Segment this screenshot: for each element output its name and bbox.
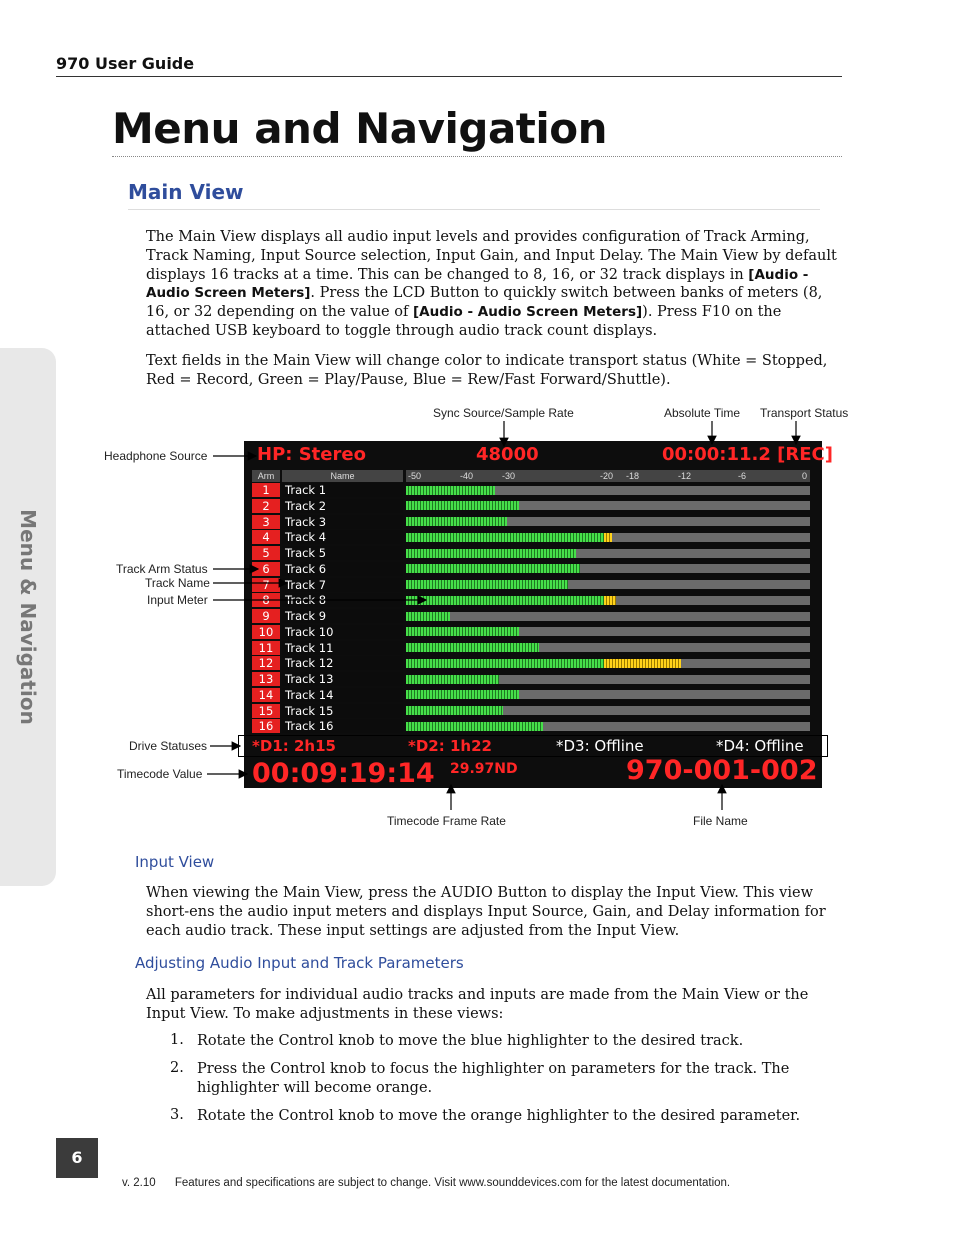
callout-track-arm-status: Track Arm Status	[116, 562, 208, 576]
track-name[interactable]: Track 8	[282, 593, 403, 607]
track-arm-status[interactable]: 7	[252, 578, 280, 592]
track-name[interactable]: Track 7	[282, 578, 403, 592]
step-2-number: 2.	[170, 1060, 184, 1076]
drive-4-status: *D4: Offline	[716, 737, 804, 755]
page-title: Menu and Navigation	[112, 104, 608, 153]
track-name[interactable]: Track 15	[282, 704, 403, 718]
step-3-text: Rotate the Control knob to move the orange highlighter to the desired parameter.	[197, 1108, 801, 1124]
adjusting-text: All parameters for individual audio tracks and inputs are made from the Main View or the Input View. To make adjustments in these views:	[146, 987, 809, 1022]
callout-timecode-frame-rate: Timecode Frame Rate	[387, 814, 506, 828]
track-arm-status[interactable]: 4	[252, 530, 280, 544]
callout-sync-source: Sync Source/Sample Rate	[433, 406, 574, 420]
absolute-time-value: 00:00:11.2 [REC]	[662, 444, 833, 465]
headphone-source-value: HP: Stereo	[257, 444, 366, 465]
callout-input-meter: Input Meter	[147, 593, 208, 607]
track-name[interactable]: Track 11	[282, 641, 403, 655]
main-view-paragraph-2: Text fields in the Main View will change color to indicate transport status (White = Stopped, Red = Record, Green = Play/Pause, Blue = Rew/Fast Forward/Shuttle).	[146, 353, 828, 388]
footer-version: v. 2.10	[122, 1177, 156, 1189]
track-arm-status[interactable]: 13	[252, 672, 280, 686]
para-text: The Main View displays all audio input levels and provides configuration of Track Arming, Track Naming, Input Source selection, Input Gain, and Input Delay. The Main View by default displays 16 tracks at a time. This can be changed to 8, 16, or 32 track displays in	[146, 229, 837, 283]
step-1-number: 1.	[170, 1032, 184, 1048]
track-name[interactable]: Track 5	[282, 546, 403, 560]
track-arm-status[interactable]: 16	[252, 719, 280, 733]
page-number: 6	[56, 1138, 98, 1178]
column-header-arm: Arm	[252, 470, 280, 482]
menu-path: [Audio - Audio Screen Meters]	[146, 266, 809, 302]
meter-scale-label: -20	[600, 471, 614, 481]
drive-3-status: *D3: Offline	[556, 737, 644, 755]
callout-headphone-source: Headphone Source	[104, 449, 208, 463]
step-3-number: 3.	[170, 1107, 184, 1123]
input-view-title: Input View	[135, 853, 215, 871]
track-name[interactable]: Track 13	[282, 672, 403, 686]
step-2-text: Press the Control knob to focus the highlighter on parameters for the track. The highlighter will become orange.	[197, 1061, 790, 1096]
track-name[interactable]: Track 14	[282, 688, 403, 702]
track-arm-status[interactable]: 11	[252, 641, 280, 655]
track-arm-status[interactable]: 8	[252, 593, 280, 607]
side-tab-label: Menu & Navigation	[16, 509, 40, 725]
track-name[interactable]: Track 12	[282, 656, 403, 670]
meter-scale-label: -50	[408, 471, 422, 481]
track-name[interactable]: Track 4	[282, 530, 403, 544]
meter-scale-label: -30	[502, 471, 516, 481]
callout-drive-statuses: Drive Statuses	[129, 739, 208, 753]
timecode-frame-rate: 29.97ND	[450, 761, 518, 777]
meter-scale-label: -6	[738, 471, 747, 481]
callout-timecode-value: Timecode Value	[117, 767, 203, 781]
track-arm-status[interactable]: 15	[252, 704, 280, 718]
timecode-value: 00:09:19:14	[252, 758, 435, 789]
track-arm-status[interactable]: 14	[252, 688, 280, 702]
track-arm-status[interactable]: 10	[252, 625, 280, 639]
callout-transport-status: Transport Status	[760, 406, 849, 420]
meter-scale-label: -18	[626, 471, 640, 481]
meter-scale-label: -40	[460, 471, 474, 481]
drive-1-status: *D1: 2h15	[252, 737, 336, 755]
track-name[interactable]: Track 10	[282, 625, 403, 639]
callout-file-name: File Name	[693, 814, 748, 828]
meter-scale-label: 0	[802, 471, 808, 481]
para-text: ). Press F10 on the attached USB keyboard to toggle through audio track count displays.	[146, 304, 782, 339]
track-arm-status[interactable]: 9	[252, 609, 280, 623]
sample-rate-value: 48000	[476, 444, 539, 465]
footer-notice	[122, 1177, 730, 1189]
track-name[interactable]: Track 2	[282, 499, 403, 513]
step-1-text: Rotate the Control knob to move the blue highlighter to the desired track.	[197, 1033, 744, 1049]
callout-absolute-time: Absolute Time	[664, 406, 741, 420]
track-arm-status[interactable]: 12	[252, 656, 280, 670]
track-name[interactable]: Track 3	[282, 515, 403, 529]
track-arm-status[interactable]: 2	[252, 499, 280, 513]
para-text: . Press the LCD Button to quickly switch between banks of meters (8, 16, or 32 depending on the value of	[146, 285, 823, 321]
footer-text: Features and specifications are subject to change. Visit www.sounddevices.com for the latest documentation.	[174, 1177, 731, 1189]
adjusting-title: Adjusting Audio Input and Track Parameters	[135, 954, 464, 972]
column-header-name: Name	[282, 470, 403, 482]
track-name[interactable]: Track 9	[282, 609, 403, 623]
running-title: 970 User Guide	[56, 54, 195, 73]
callout-track-name: Track Name	[145, 576, 210, 590]
input-view-text: When viewing the Main View, press the AUDIO Button to display the Input View. This view short-ens the audio input meters and displays Input Source, Gain, and Delay information for each audio track. These input settings are adjusted from the Input View.	[146, 885, 826, 939]
track-arm-status[interactable]: 1	[252, 483, 280, 497]
track-name[interactable]: Track 16	[282, 719, 403, 733]
menu-path: [Audio - Audio Screen Meters]	[412, 304, 643, 321]
drive-2-status: *D2: 1h22	[408, 737, 492, 755]
track-arm-status[interactable]: 5	[252, 546, 280, 560]
track-arm-status[interactable]: 6	[252, 562, 280, 576]
file-name-value: 970-001-002	[626, 755, 818, 786]
track-name[interactable]: Track 1	[282, 483, 403, 497]
section-title: Main View	[128, 180, 244, 204]
track-name[interactable]: Track 6	[282, 562, 403, 576]
meter-scale-label: -12	[678, 471, 692, 481]
track-arm-status[interactable]: 3	[252, 515, 280, 529]
